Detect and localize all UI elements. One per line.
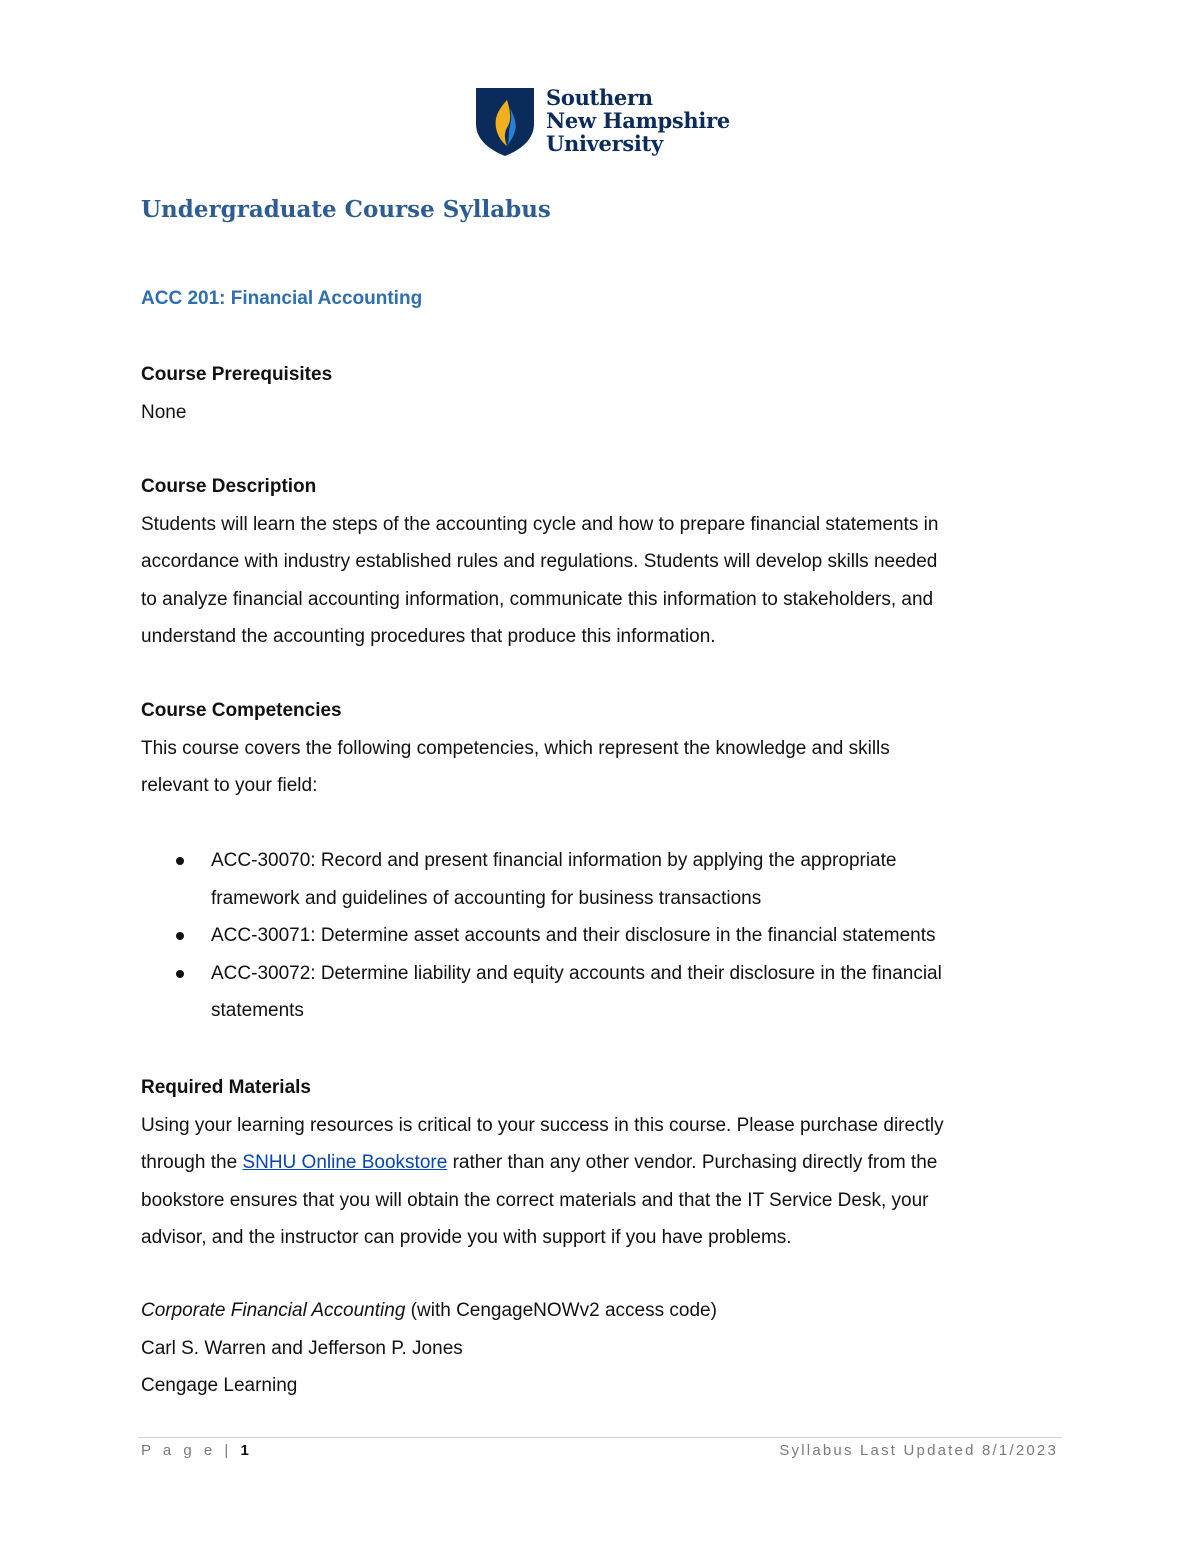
textbook-title: Corporate Financial Accounting (141, 1300, 406, 1321)
textbook-publisher: Cengage Learning (141, 1375, 298, 1396)
competency-text: ACC-30070: Record and present financial information by applying the appropriate (211, 850, 897, 871)
competency-text: ACC-30072: Determine liability and equity accounts and their disclosure in the financial (211, 962, 942, 984)
footer-divider (138, 1437, 1062, 1438)
competency-item (141, 955, 1066, 1030)
competency-text: ACC-30071: Determine asset accounts and their disclosure in the financial statements (211, 925, 936, 946)
page-number: 1 (240, 1442, 249, 1459)
description-line: to analyze financial accounting information, communicate this information to stakeholders, and (141, 588, 934, 610)
bullet-icon (176, 857, 184, 865)
textbook-section (141, 1292, 1066, 1405)
materials-line: advisor, and the instructor can provide you with support if you have problems. (141, 1227, 792, 1248)
course-title: ACC 201: Financial Accounting (141, 288, 423, 309)
materials-line: bookstore ensures that you will obtain the correct materials and that the IT Service Desk, your (141, 1189, 929, 1211)
competency-text: statements (211, 1000, 304, 1021)
prerequisites-section (141, 356, 1066, 431)
materials-text: rather than any other vendor. Purchasing directly from the (447, 1152, 938, 1173)
materials-text: through the (141, 1152, 243, 1173)
competencies-list-section (141, 842, 1066, 1030)
document-title: Undergraduate Course Syllabus (141, 196, 551, 223)
materials-heading: Required Materials (141, 1077, 311, 1098)
description-line: Students will learn the steps of the accounting cycle and how to prepare financial statements in (141, 513, 939, 535)
description-line: understand the accounting procedures that produce this information. (141, 626, 716, 647)
description-line: accordance with industry established rules and regulations. Students will develop skills needed (141, 551, 938, 572)
competencies-intro-line: relevant to your field: (141, 775, 318, 796)
materials-section (141, 1069, 1066, 1257)
competencies-section (141, 692, 1066, 805)
logo-line-southern: Southern (546, 85, 653, 110)
competencies-heading: Course Competencies (141, 700, 342, 721)
description-section (141, 468, 1066, 656)
bullet-icon (176, 932, 184, 940)
logo-line-new-hampshire: New Hampshire (546, 108, 730, 133)
competencies-list (141, 842, 1066, 1030)
snhu-bookstore-link[interactable]: SNHU Online Bookstore (242, 1152, 448, 1173)
materials-line (141, 1144, 1066, 1182)
footer-page-number (141, 1442, 249, 1459)
prerequisites-heading: Course Prerequisites (141, 364, 333, 385)
snhu-logo (474, 86, 734, 158)
materials-line: Using your learning resources is critical to your success in this course. Please purchase directly (141, 1114, 944, 1136)
textbook-authors: Carl S. Warren and Jefferson P. Jones (141, 1337, 463, 1359)
logo-line-university: University (546, 131, 663, 156)
competencies-intro-line: This course covers the following competencies, which represent the knowledge and skills (141, 737, 890, 759)
footer-last-updated: Syllabus Last Updated 8/1/2023 (779, 1442, 1058, 1459)
competency-text: framework and guidelines of accounting for business transactions (211, 887, 762, 909)
textbook-title-suffix: (with CengageNOWv2 access code) (405, 1300, 717, 1321)
shield-flame-icon (474, 86, 536, 158)
logo-wordmark (546, 86, 730, 155)
competency-item (141, 917, 1066, 955)
page-label: P a g e | (141, 1442, 241, 1459)
description-heading: Course Description (141, 476, 317, 497)
textbook-title-line (141, 1292, 1066, 1330)
prerequisites-text: None (141, 401, 187, 423)
bullet-icon (176, 970, 184, 978)
competency-item (141, 842, 1066, 917)
